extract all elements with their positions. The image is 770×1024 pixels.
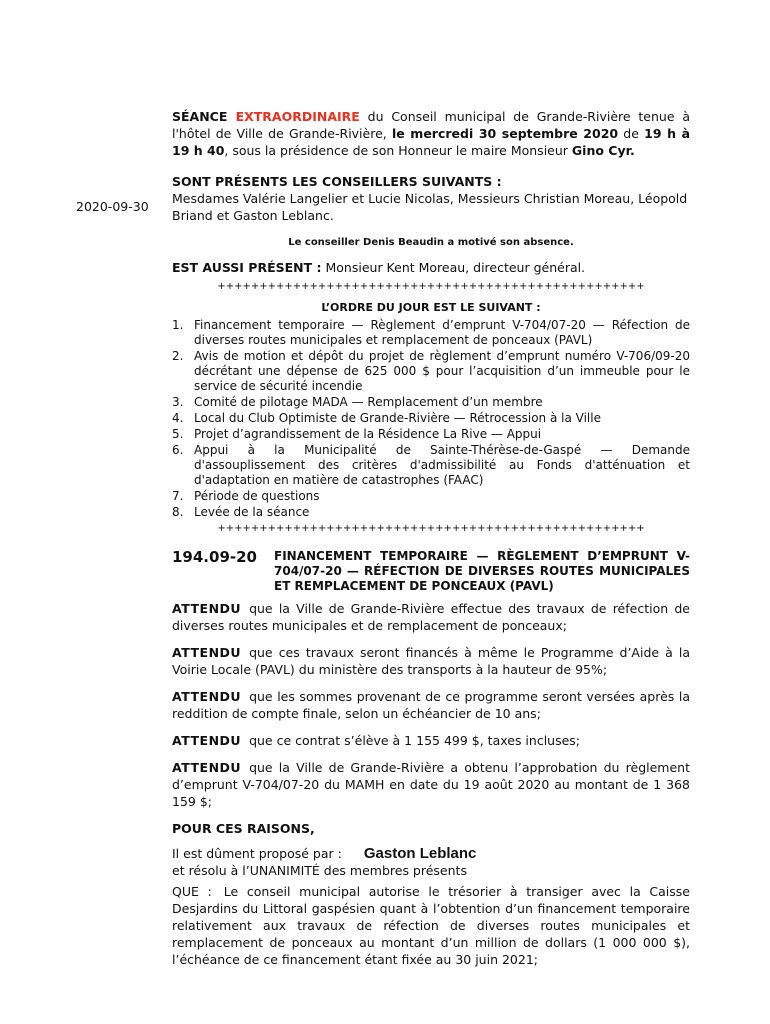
agenda-item bbox=[172, 349, 690, 394]
resolved-line: et résolu à l’UNANIMITÉ des membres présents bbox=[172, 863, 467, 878]
also-present-label: EST AUSSI PRÉSENT : bbox=[172, 260, 322, 275]
whereas-clause bbox=[172, 732, 690, 749]
agenda-item-number: 6. bbox=[172, 443, 184, 457]
agenda-title: L’ORDRE DU JOUR EST LE SUIVANT : bbox=[321, 301, 541, 314]
present-heading: SONT PRÉSENTS LES CONSEILLERS SUIVANTS : bbox=[172, 174, 502, 189]
agenda-item bbox=[172, 489, 690, 504]
separator-top: +++++++++++++++++++++++++++++++++++++++++++++++++++ bbox=[217, 281, 645, 292]
que-clause bbox=[172, 883, 690, 968]
whereas-clause bbox=[172, 600, 690, 634]
whereas-keyword: ATTENDU bbox=[172, 733, 242, 748]
intro-date: le mercredi 30 septembre 2020 bbox=[391, 126, 619, 141]
intro-time: 19 h à 19 h 40 bbox=[172, 126, 691, 158]
que-label: QUE : bbox=[172, 884, 212, 899]
agenda-item bbox=[172, 318, 690, 348]
resolution-number: 194.09-20 bbox=[172, 548, 257, 566]
also-present-text: Monsieur Kent Moreau, directeur général. bbox=[321, 260, 586, 275]
intro-text-3: , sous la présidence de son Honneur le maire Monsieur bbox=[224, 143, 572, 158]
agenda-item-text: Avis de motion et dépôt du projet de règlement d’emprunt numéro V-706/09-20 décrétant une dépense de 625 000 $ pour l’acquisition d’un immeuble pour le service de sécurité incendie bbox=[194, 349, 690, 393]
minutes-content bbox=[172, 108, 690, 968]
whereas-text: que la Ville de Grande-Rivière effectue des travaux de réfection de diverses routes municipales et de remplacement de ponceaux; bbox=[172, 601, 690, 633]
whereas-text: que les sommes provenant de ce programme seront versées après la reddition de compte finale, selon un échéancier de 10 ans; bbox=[172, 689, 690, 721]
agenda-item bbox=[172, 505, 690, 520]
agenda-item-number: 4. bbox=[172, 411, 184, 425]
whereas-text: que ces travaux seront financés à même le Programme d’Aide à la Voirie Locale (PAVL) du ministère des transports à la hauteur de 95%; bbox=[172, 645, 690, 677]
whereas-clause bbox=[172, 688, 690, 722]
agenda-item-number: 5. bbox=[172, 427, 184, 441]
whereas-keyword: ATTENDU bbox=[172, 601, 242, 616]
intro-extraordinaire: EXTRAORDINAIRE bbox=[235, 109, 360, 124]
whereas-clause bbox=[172, 759, 690, 810]
intro-mayor: Gino Cyr. bbox=[571, 143, 635, 158]
whereas-text: que ce contrat s’élève à 1 155 499 $, taxes incluses; bbox=[249, 733, 581, 748]
reasons-heading: POUR CES RAISONS, bbox=[172, 821, 315, 836]
intro-seance: SÉANCE bbox=[172, 109, 236, 124]
agenda-item-text: Local du Club Optimiste de Grande-Rivière — Rétrocession à la Ville bbox=[194, 411, 601, 425]
session-intro bbox=[172, 108, 690, 159]
agenda-item-number: 7. bbox=[172, 489, 184, 503]
margin-date: 2020-09-30 bbox=[76, 199, 149, 214]
resolution-title: FINANCEMENT TEMPORAIRE — RÈGLEMENT D’EMPRUNT V-704/07-20 — RÉFECTION DE DIVERSES ROUTES MUNICIPALES ET REMPLACEMENT DE PONCEAUX (PAVL) bbox=[274, 549, 690, 593]
que-text: Le conseil municipal autorise le trésorier à transiger avec la Caisse Desjardins du Littoral gaspésien quant à l’obtention d’un financement temporaire relativement aux travaux de réfection de diverses routes municipales et remplacement de ponceaux au montant d’un million de dollars (1 000 000 $), l’échéance de ce financement étant fixée au 30 juin 2021; bbox=[172, 884, 690, 967]
agenda-item-text: Appui à la Municipalité de Sainte-Thérèse-de-Gaspé — Demande d'assouplissement des critères d'admissibilité au Fonds d'atténuation et d'adaptation en matière de catastrophes (FAAC) bbox=[194, 443, 690, 487]
proposer-name: Gaston Leblanc bbox=[363, 845, 477, 862]
intro-text-2: de bbox=[618, 126, 645, 141]
agenda-item bbox=[172, 443, 690, 488]
present-names: Mesdames Valérie Langelier et Lucie Nicolas, Messieurs Christian Moreau, Léopold Briand et Gaston Leblanc. bbox=[172, 191, 688, 223]
agenda-item-text: Projet d’agrandissement de la Résidence La Rive — Appui bbox=[194, 427, 542, 441]
agenda-item-number: 2. bbox=[172, 349, 184, 363]
whereas-keyword: ATTENDU bbox=[172, 689, 242, 704]
agenda-item-text: Financement temporaire — Règlement d’emprunt V-704/07-20 — Réfection de diverses routes municipales et remplacement de ponceaux (PAVL) bbox=[194, 318, 690, 347]
also-present bbox=[172, 259, 690, 276]
agenda-item-number: 3. bbox=[172, 395, 184, 409]
intro-text-1: du Conseil municipal de Grande-Rivière tenue à l'hôtel de Ville de Grande-Rivière, bbox=[172, 109, 690, 141]
separator-bottom: +++++++++++++++++++++++++++++++++++++++++++++++++++ bbox=[217, 523, 645, 534]
agenda-item bbox=[172, 427, 690, 442]
agenda-list bbox=[172, 318, 690, 520]
whereas-clause bbox=[172, 644, 690, 678]
agenda-item-text: Levée de la séance bbox=[194, 505, 310, 519]
whereas-keyword: ATTENDU bbox=[172, 760, 242, 775]
whereas-keyword: ATTENDU bbox=[172, 645, 242, 660]
agenda-item-text: Comité de pilotage MADA — Remplacement d’un membre bbox=[194, 395, 543, 409]
agenda-item bbox=[172, 395, 690, 410]
agenda-item-number: 1. bbox=[172, 318, 184, 332]
agenda-item-text: Période de questions bbox=[194, 489, 320, 503]
resolution-header bbox=[172, 549, 690, 594]
agenda-item bbox=[172, 411, 690, 426]
absent-note: Le conseiller Denis Beaudin a motivé son absence. bbox=[288, 237, 574, 248]
whereas-text: que la Ville de Grande-Rivière a obtenu l’approbation du règlement d’emprunt V-704/07-20 du MAMH en date du 19 août 2020 au montant de 1 368 159 $; bbox=[172, 760, 690, 809]
agenda-item-number: 8. bbox=[172, 505, 184, 519]
proposed-by-line bbox=[172, 845, 690, 862]
proposed-label: Il est dûment proposé par : bbox=[172, 846, 342, 861]
